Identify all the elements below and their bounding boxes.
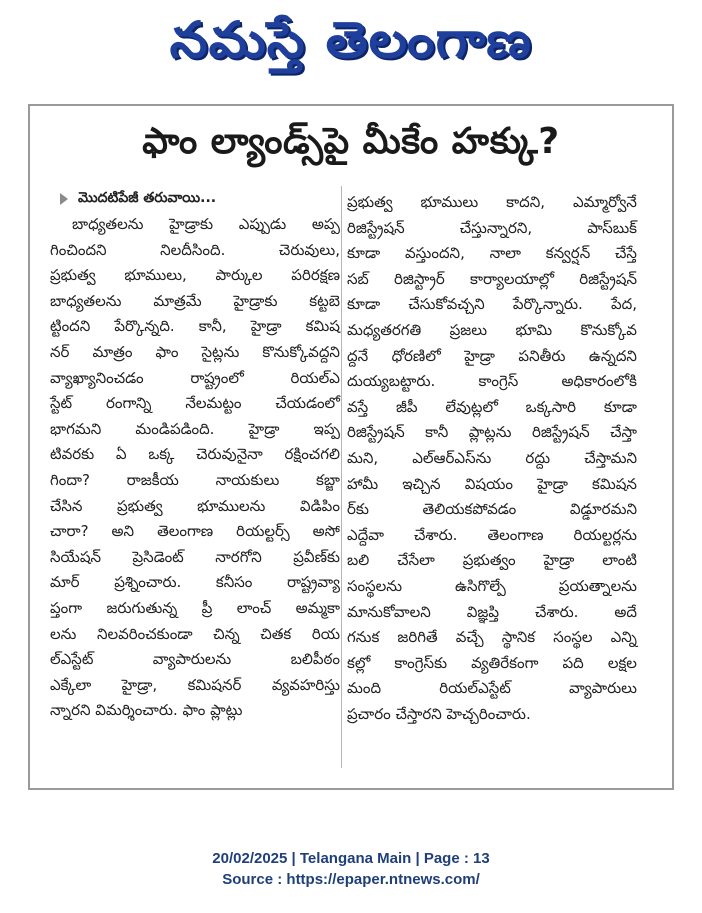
article-line: ప్తంగా జరుగుతున్న ప్రీ లాంచ్ అమ్మకా xyxy=(50,598,340,617)
article-line: రిజిస్ట్రేషన్ కానీ ప్లాట్లను రిజిస్ట్రేషన్ చేస్తా xyxy=(347,423,637,442)
page-footer xyxy=(0,848,702,890)
headline-container xyxy=(28,116,674,176)
source-line: Source : https://epaper.ntnews.com/ xyxy=(222,871,480,888)
article-line: సంస్థలను ఉసిగొల్పే ప్రయత్నాలను xyxy=(347,576,637,595)
continued-marker xyxy=(50,186,340,212)
article-line: భాగమని మండిపడింది. హైడ్రా ఇప్ప xyxy=(50,419,340,438)
article-line: రిజిస్ట్రేషన్ చేస్తున్నారని, పాస్‌బుక్ xyxy=(347,218,637,237)
article-line: ఎక్కేలా హైడ్రా, కమిషనర్ వ్యవహరిస్తు xyxy=(50,675,340,694)
chevron-right-icon xyxy=(60,193,68,205)
article-line: సియేషన్ ప్రెసిడెంట్ నారగోని ప్రవీణ్‌కు xyxy=(50,547,340,566)
newspaper-logo: నమస్తే తెలంగాణ xyxy=(169,10,533,69)
article-line: ట్టిందని పేర్కొన్నది. కానీ, హైడ్రా కమిష xyxy=(50,317,340,336)
article-line: వ్యాఖ్యానించడం రాష్ట్రంలో రియల్ఎ xyxy=(50,368,340,387)
right-column-text xyxy=(347,190,637,727)
article-line: ప్రచారం చేస్తారని హెచ్చరించారు. xyxy=(347,704,531,723)
article-line: కూడా చేసుకోవచ్చని పేర్కొన్నారు. పేద, xyxy=(347,295,637,314)
article-column-right xyxy=(347,190,637,727)
continued-label: మొదటిపేజీ తరువాయి... xyxy=(78,190,217,207)
article-line: వస్తే జీపీ లేవుట్లలో ఒక్కసారి కూడా xyxy=(347,397,637,416)
masthead xyxy=(0,6,702,86)
article-line: ద్దనే ధోరణిలో హైడ్రా పనితీరు ఉన్నదని xyxy=(347,346,637,365)
article-line: హామీ ఇచ్చిన విషయం హైడ్రా కమిషన xyxy=(347,474,637,493)
article-line: ల్ఎస్టేట్ వ్యాపారులను బలిపీఠం xyxy=(50,650,340,669)
article-line: మంది రియల్ఎస్టేట్ వ్యాపారులు xyxy=(347,679,637,698)
article-line: న్నారని విమర్శించారు. ఫాం ప్లాట్లు xyxy=(50,701,243,720)
article-line: లను నిలవరించకుండా చిన్న చితక రియ xyxy=(50,624,340,643)
article-line: చారా? అని తెలంగాణ రియల్టర్స్ అసో xyxy=(50,522,340,541)
article-line: గిందా? రాజకీయ నాయకులు కబ్జా xyxy=(50,470,340,489)
article-line: కూడా వస్తుందని, నాలా కన్వర్షన్ చేస్తే xyxy=(347,244,637,263)
article-line: గనుక జరిగితే వచ్చే స్థానిక సంస్థల ఎన్ని xyxy=(347,628,637,647)
article-line: మార్ ప్రశ్నించారు. కనీసం రాష్ట్రవ్యా xyxy=(50,573,340,592)
article-line: ప్రభుత్వ భూములు కాదని, ఎమ్మార్వోనే xyxy=(347,193,637,211)
article-column-left xyxy=(50,186,340,724)
article-line: మానుకోవాలని విజ్ఞప్తి చేశారు. అదే xyxy=(347,602,637,621)
article-line: ర్‌కు తెలియకపోవడం విడ్డూరమని xyxy=(347,500,637,519)
left-column-text xyxy=(50,212,340,724)
article-line: గించిందని నిలదీసింది. చెరువులు, xyxy=(50,240,340,259)
article-line: మధ్యతరగతి ప్రజలు భూమి కొనుక్కోవ xyxy=(347,320,637,339)
article-line: స్టేట్ రంగాన్ని నేలమట్టం చేయడంలో xyxy=(50,394,340,413)
article-line: బాధ్యతలను మాత్రమే హైడ్రాకు కట్టబె xyxy=(50,291,340,310)
article-line: ఎద్దేవా చేశారు. తెలంగాణ రియల్టర్లను xyxy=(347,525,637,544)
article-headline: ఫాం ల్యాండ్స్‌పై మీకేం హక్కు? xyxy=(142,121,560,162)
column-divider xyxy=(341,186,342,768)
article-line: చేసిన ప్రభుత్వ భూములను విడిపిం xyxy=(50,496,340,515)
article-line: ప్రభుత్వ భూములు, పార్కుల పరిరక్షణ xyxy=(50,266,340,285)
article-line: బాధ్యతలను హైడ్రాకు ఎప్పుడు అప్ప xyxy=(72,215,340,233)
article-line: సబ్ రిజిస్ట్రార్ కార్యాలయాల్లో రిజిస్ట్రేషన్ xyxy=(347,269,637,288)
article-line: బలి చేసేలా ప్రభుత్వం హైడ్రా లాంటి xyxy=(347,551,637,570)
article-line: మని, ఎల్ఆర్ఎస్‌ను రద్దు చేస్తామని xyxy=(347,448,637,467)
article-line: కల్లో కాంగ్రెస్‌కు వ్యతిరేకంగా పది లక్షల xyxy=(347,653,637,672)
article-line: దుయ్యబట్టారు. కాంగ్రెస్ అధికారంలోకి xyxy=(347,372,637,391)
article-line: టివరకు ఏ ఒక్క చెరువునైనా రక్షించగలి xyxy=(50,445,340,464)
edition-line: 20/02/2025 | Telangana Main | Page : 13 xyxy=(212,850,490,867)
article-line: నర్ మాత్రం ఫాం సైట్లను కొనుక్కోవద్దని xyxy=(50,342,340,361)
